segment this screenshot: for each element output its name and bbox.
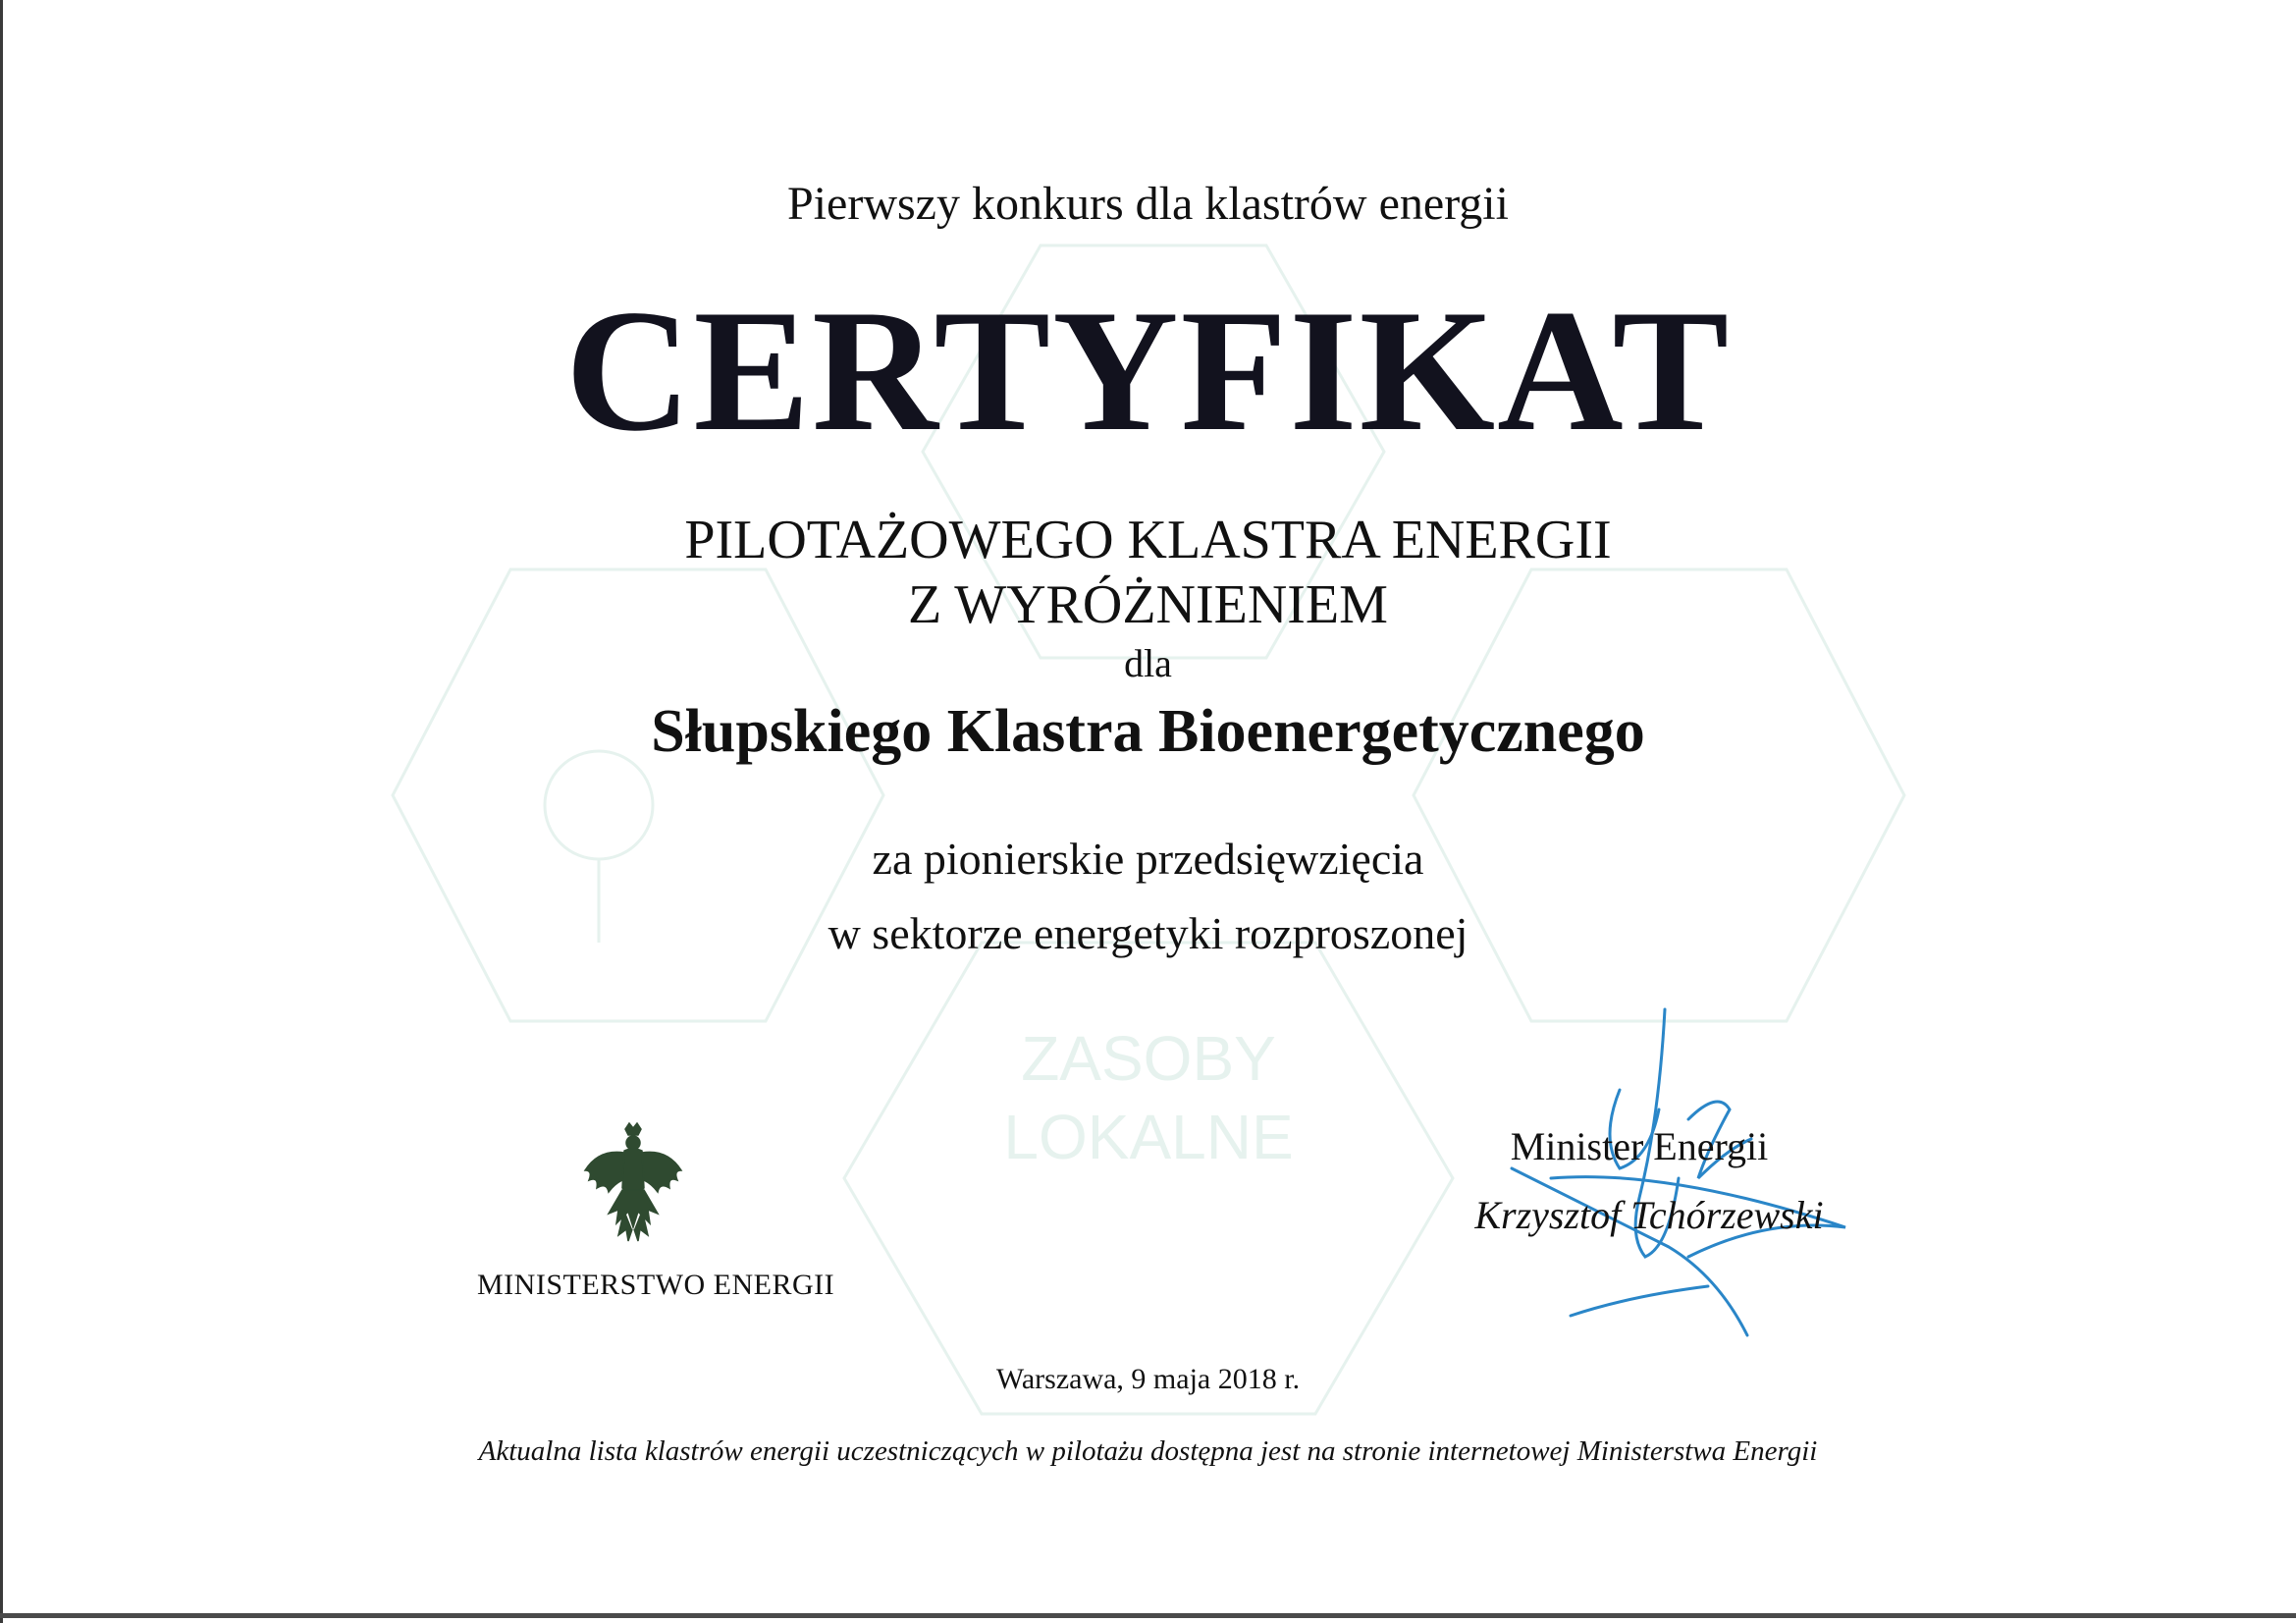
certificate-title: CERTYFIKAT — [564, 273, 1732, 467]
watermark-text-1: ZASOBY — [1021, 1023, 1276, 1094]
recipient-name: Słupskiego Klastra Bioenergetycznego — [651, 698, 1645, 765]
award-line-2: Z WYRÓŻNIENIEM — [908, 574, 1388, 635]
watermark-text-2: LOKALNE — [1003, 1102, 1294, 1172]
signatory-name: Krzysztof Tchórzewski — [1474, 1193, 1824, 1237]
polish-eagle-emblem-icon — [579, 1119, 687, 1257]
for-label: dla — [1124, 641, 1172, 685]
reason-line-1: za pionierskie przedsięwzięcia — [872, 834, 1424, 884]
footnote: Aktualna lista klastrów energii uczestniczących w pilotażu dostępna jest na stronie internetowej Ministerstwa Energii — [478, 1435, 1818, 1467]
watermark-hexagon-bottom — [844, 943, 1453, 1414]
contest-subtitle: Pierwszy konkurs dla klastrów energii — [787, 178, 1509, 230]
handwritten-signature — [1472, 1001, 1865, 1355]
reason-line-2: w sektorze energetyki rozproszonej — [828, 908, 1468, 958]
signatory-title: Minister Energii — [1510, 1124, 1769, 1168]
ministry-name: MINISTERSTWO ENERGII — [477, 1269, 835, 1301]
issue-date: Warszawa, 9 maja 2018 r. — [995, 1363, 1301, 1395]
award-line-1: PILOTAŻOWEGO KLASTRA ENERGII — [684, 510, 1612, 570]
